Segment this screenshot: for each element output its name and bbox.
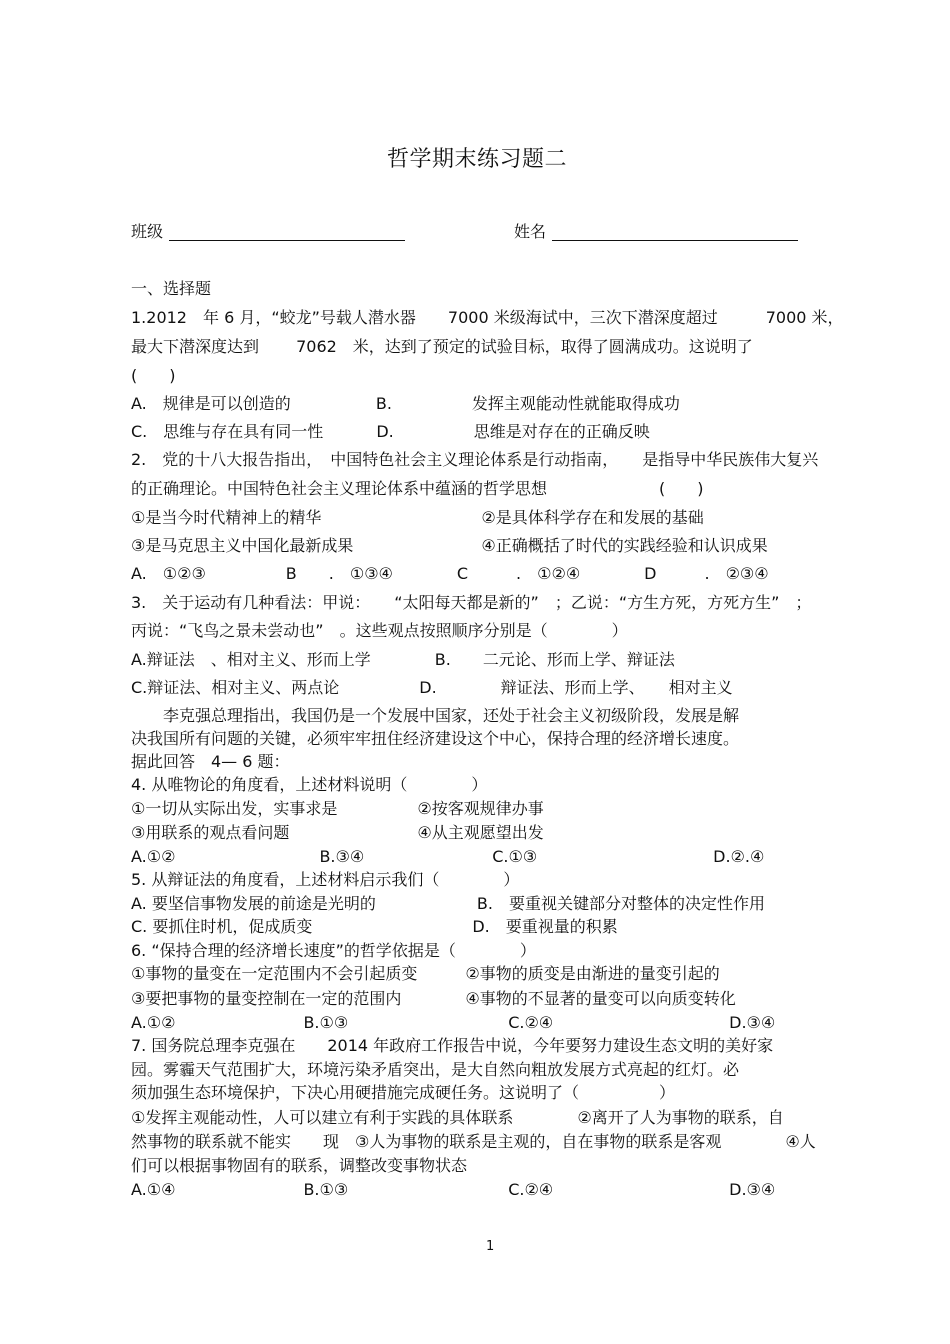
text-line: A. 要坚信事物发展的前途是光明的 B. 要重视关键部分对整体的决定性作用: [131, 894, 765, 913]
text-line: 丙说：“飞鸟之景未尝动也” 。这些观点按照顺序分别是（ ）: [131, 621, 628, 640]
text-line: A.①② B.①③ C.②④ D.③④: [131, 1013, 776, 1032]
name-label: 姓名: [514, 222, 547, 241]
text-line: 6. “保持合理的经济增长速度”的哲学依据是（ ）: [131, 941, 536, 960]
text-line: A.辩证法 、相对主义、形而上学 B. 二元论、形而上学、辩证法: [131, 650, 675, 669]
page-title: 哲学期末练习题二: [387, 147, 568, 172]
text-line: ( ): [131, 366, 176, 385]
text-line: A. 规律是可以创造的 B. 发挥主观能动性就能取得成功: [131, 394, 680, 413]
text-line: 据此回答 4— 6 题：: [131, 752, 290, 771]
section-heading: 一、选择题: [131, 279, 212, 298]
text-line: A.①② B.③④ C.①③ D.②.④: [131, 847, 765, 866]
text-line: 园。雾霾天气范围扩大，环境污染矛盾突出，是大自然向粗放发展方式亮起的红灯。必: [131, 1060, 740, 1079]
text-line: 须加强生态环境保护，下决心用硬措施完成硬任务。这说明了（ ）: [131, 1083, 676, 1102]
page-number: 1: [486, 1239, 495, 1254]
text-line: 们可以根据事物固有的联系，调整改变事物状态: [131, 1156, 468, 1175]
class-label: 班级: [131, 222, 164, 241]
text-line: ③要把事物的量变控制在一定的范围内 ④事物的不显著的量变可以向质变转化: [131, 989, 736, 1008]
text-line: 4. 从唯物论的角度看，上述材料说明（ ）: [131, 775, 488, 794]
text-line: 决我国所有问题的关键，必须牢牢扭住经济建设这个中心，保持合理的经济增长速度。: [131, 729, 740, 748]
text-line: A. ①②③ B . ①③④ C . ①②④ D . ②③④: [131, 564, 769, 583]
text-line: 7. 国务院总理李克强在 2014 年政府工作报告中说，今年要努力建设生态文明的美好家: [131, 1036, 774, 1055]
text-line: A.①④ B.①③ C.②④ D.③④: [131, 1180, 776, 1199]
text-line: 最大下潜深度达到 7062 米，达到了预定的试验目标，取得了圆满成功。这说明了: [131, 337, 753, 356]
name-blank-line: [552, 224, 798, 241]
name-field: [514, 224, 798, 241]
text-line: C. 要抓住时机，促成质变 D. 要重视量的积累: [131, 917, 618, 936]
text-line: C.辩证法、相对主义、两点论 D. 辩证法、形而上学、 相对主义: [131, 678, 733, 697]
class-blank-line: [169, 224, 405, 241]
text-line: ①事物的量变在一定范围内不会引起质变 ②事物的质变是由渐进的量变引起的: [131, 964, 720, 983]
text-line: ①一切从实际出发，实事求是 ②按客观规律办事: [131, 799, 544, 818]
text-line: ①发挥主观能动性，人可以建立有利于实践的具体联系 ②离开了人为事物的联系，自: [131, 1108, 784, 1127]
text-line: 1.2012 年 6 月，“蛟龙”号载人潜水器 7000 米级海试中，三次下潜深度超过 7000 米，: [131, 308, 844, 327]
text-line: 3. 关于运动有几种看法：甲说： “太阳每天都是新的” ；乙说：“方生方死，方死方生” ；: [131, 593, 812, 612]
text-line: ③用联系的观点看问题 ④从主观愿望出发: [131, 823, 544, 842]
text-line: C. 思维与存在具有同一性 D. 思维是对存在的正确反映: [131, 422, 650, 441]
text-line: 然事物的联系就不能实 现 ③人为事物的联系是主观的，自在事物的联系是客观 ④人: [131, 1132, 816, 1151]
text-line: ③是马克思主义中国化最新成果 ④正确概括了时代的实践经验和认识成果: [131, 536, 768, 555]
text-line: 2. 党的十八大报告指出， 中国特色社会主义理论体系是行动指南， 是指导中华民族伟大复兴: [131, 450, 819, 469]
text-line: 5. 从辩证法的角度看，上述材料启示我们（ ）: [131, 870, 520, 889]
text-line: ①是当今时代精神上的精华 ②是具体科学存在和发展的基础: [131, 508, 704, 527]
text-line: 的正确理论。中国特色社会主义理论体系中蕴涵的哲学思想 ( ): [131, 479, 704, 498]
class-field: [131, 224, 405, 241]
text-line: 李克强总理指出，我国仍是一个发展中国家，还处于社会主义初级阶段，发展是解: [131, 706, 740, 725]
